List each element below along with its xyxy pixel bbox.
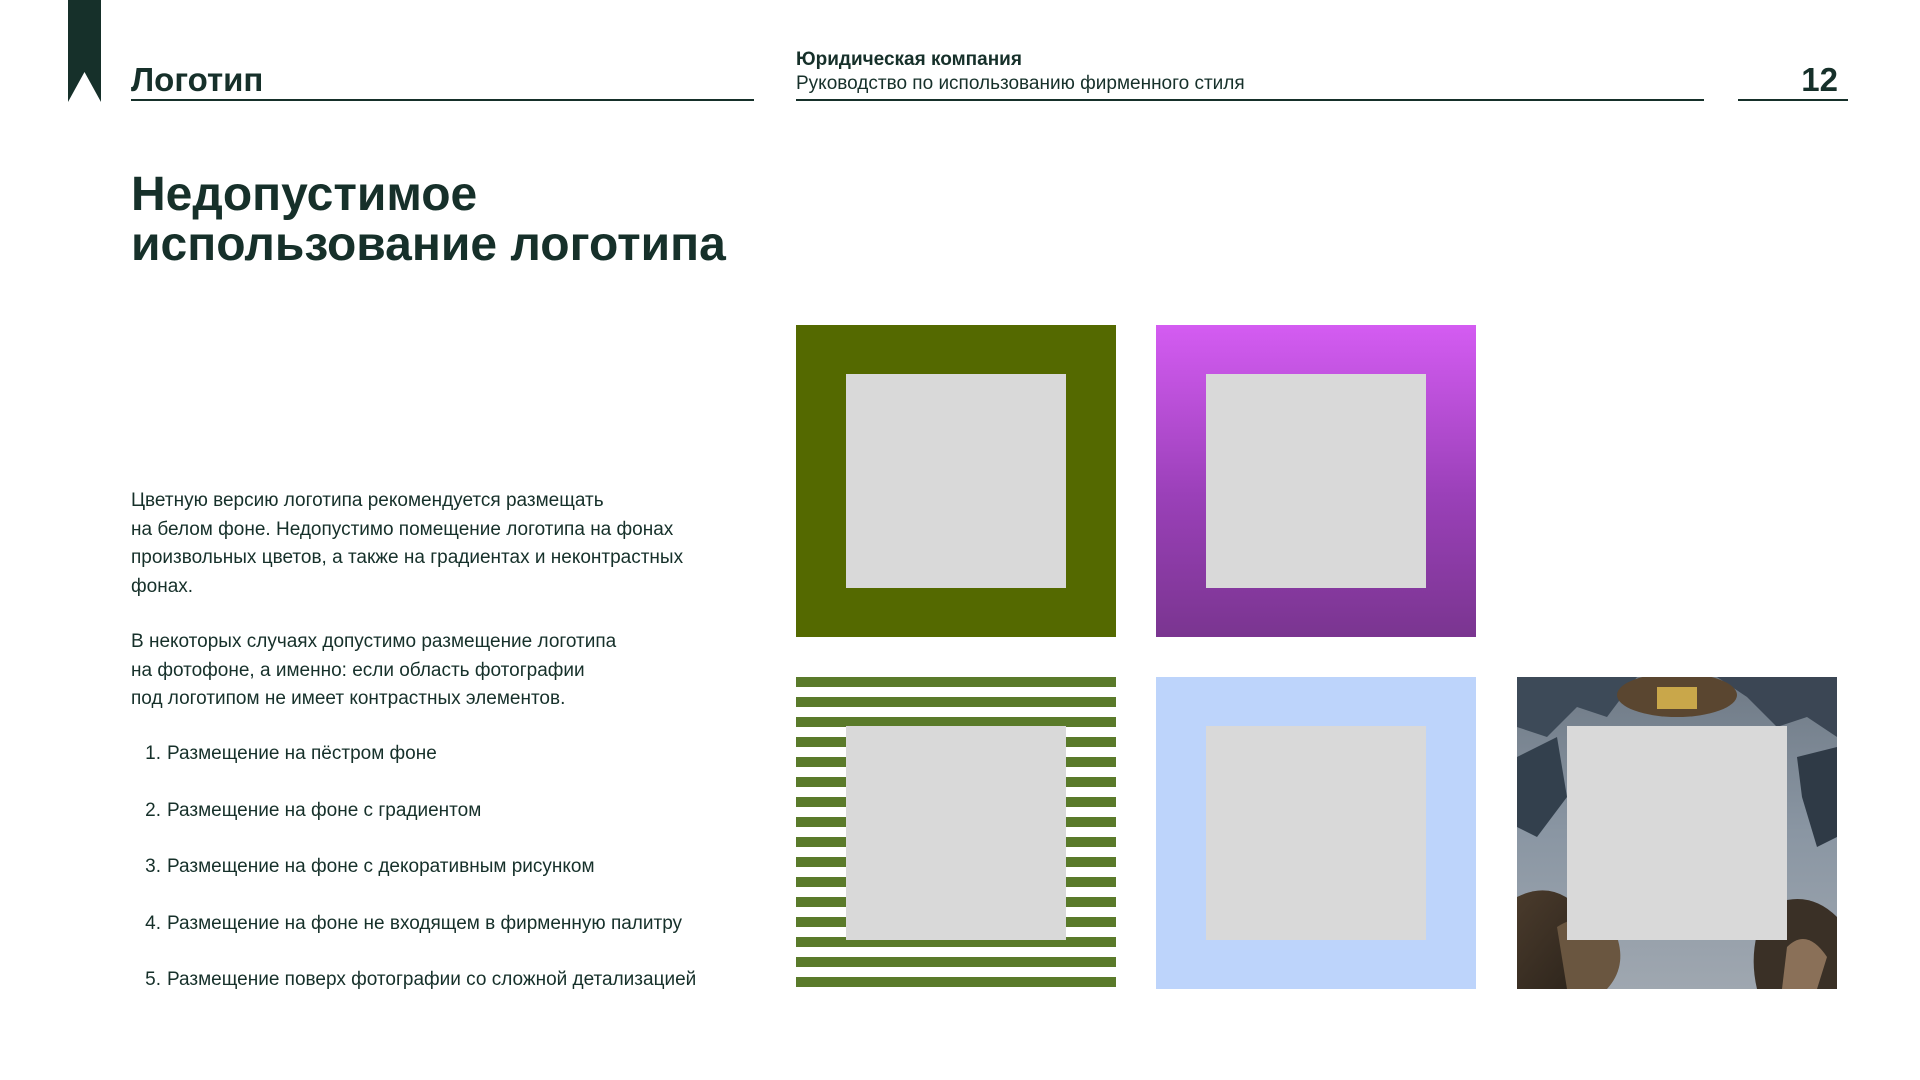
paragraph-line: на фотофоне, а именно: если область фотографии — [131, 659, 585, 681]
list-item-number: 5. — [145, 969, 161, 990]
logo-placeholder — [1206, 374, 1426, 588]
guide-title: Руководство по использованию фирменного стиля — [796, 73, 1245, 94]
section-title-rule — [131, 99, 754, 101]
paragraph-line: В некоторых случаях допустимо размещение логотипа — [131, 631, 617, 652]
section-title: Логотип — [131, 61, 264, 98]
example-off-palette-background — [1156, 677, 1476, 989]
page-heading — [131, 170, 831, 270]
header-rule — [796, 99, 1704, 101]
paragraph-line: фонах. — [131, 575, 194, 597]
photo-paragraph — [131, 628, 771, 714]
example-gradient-background — [1156, 325, 1476, 637]
list-item — [131, 740, 791, 797]
example-photo-background — [1517, 677, 1837, 989]
paragraph-line: на белом фоне. Недопустимо помещение логотипа на фонах — [131, 518, 674, 540]
paragraph-line: произвольных цветов, а также на градиентах и неконтрастных — [131, 547, 684, 568]
paragraph-line: под логотипом не имеет контрастных элементов. — [131, 688, 566, 709]
list-item-text: Размещение поверх фотографии со сложной детализацией — [167, 969, 697, 990]
logo-placeholder — [846, 726, 1066, 940]
list-item — [131, 910, 791, 967]
rules-list — [131, 740, 791, 1023]
logo-placeholder — [1206, 726, 1426, 940]
list-item-number: 1. — [145, 743, 161, 764]
list-item-text: Размещение на фоне с декоративным рисунком — [167, 856, 595, 877]
company-name: Юридическая компания — [796, 49, 1022, 70]
logo-placeholder — [846, 374, 1066, 588]
list-item — [131, 797, 791, 854]
paragraph-line: Цветную версию логотипа рекомендуется размещать — [131, 490, 604, 511]
list-item-number: 4. — [145, 912, 161, 934]
example-olive-background — [796, 325, 1116, 637]
intro-paragraph — [131, 487, 771, 601]
bookmark-icon — [68, 0, 101, 102]
page-number-rule — [1738, 99, 1848, 101]
list-item-number: 2. — [145, 799, 161, 821]
list-item-number: 3. — [145, 856, 161, 877]
page-number: 12 — [1801, 61, 1838, 98]
heading-line-2: использование логотипа — [131, 218, 726, 271]
list-item — [131, 966, 791, 1023]
example-striped-background — [796, 677, 1116, 989]
list-item-text: Размещение на фоне не входящем в фирменную палитру — [167, 912, 683, 934]
logo-placeholder — [1567, 726, 1787, 940]
list-item-text: Размещение на фоне с градиентом — [167, 799, 482, 821]
heading-line-1: Недопустимое — [131, 168, 478, 221]
list-item-text: Размещение на пёстром фоне — [167, 743, 437, 764]
list-item — [131, 853, 791, 910]
